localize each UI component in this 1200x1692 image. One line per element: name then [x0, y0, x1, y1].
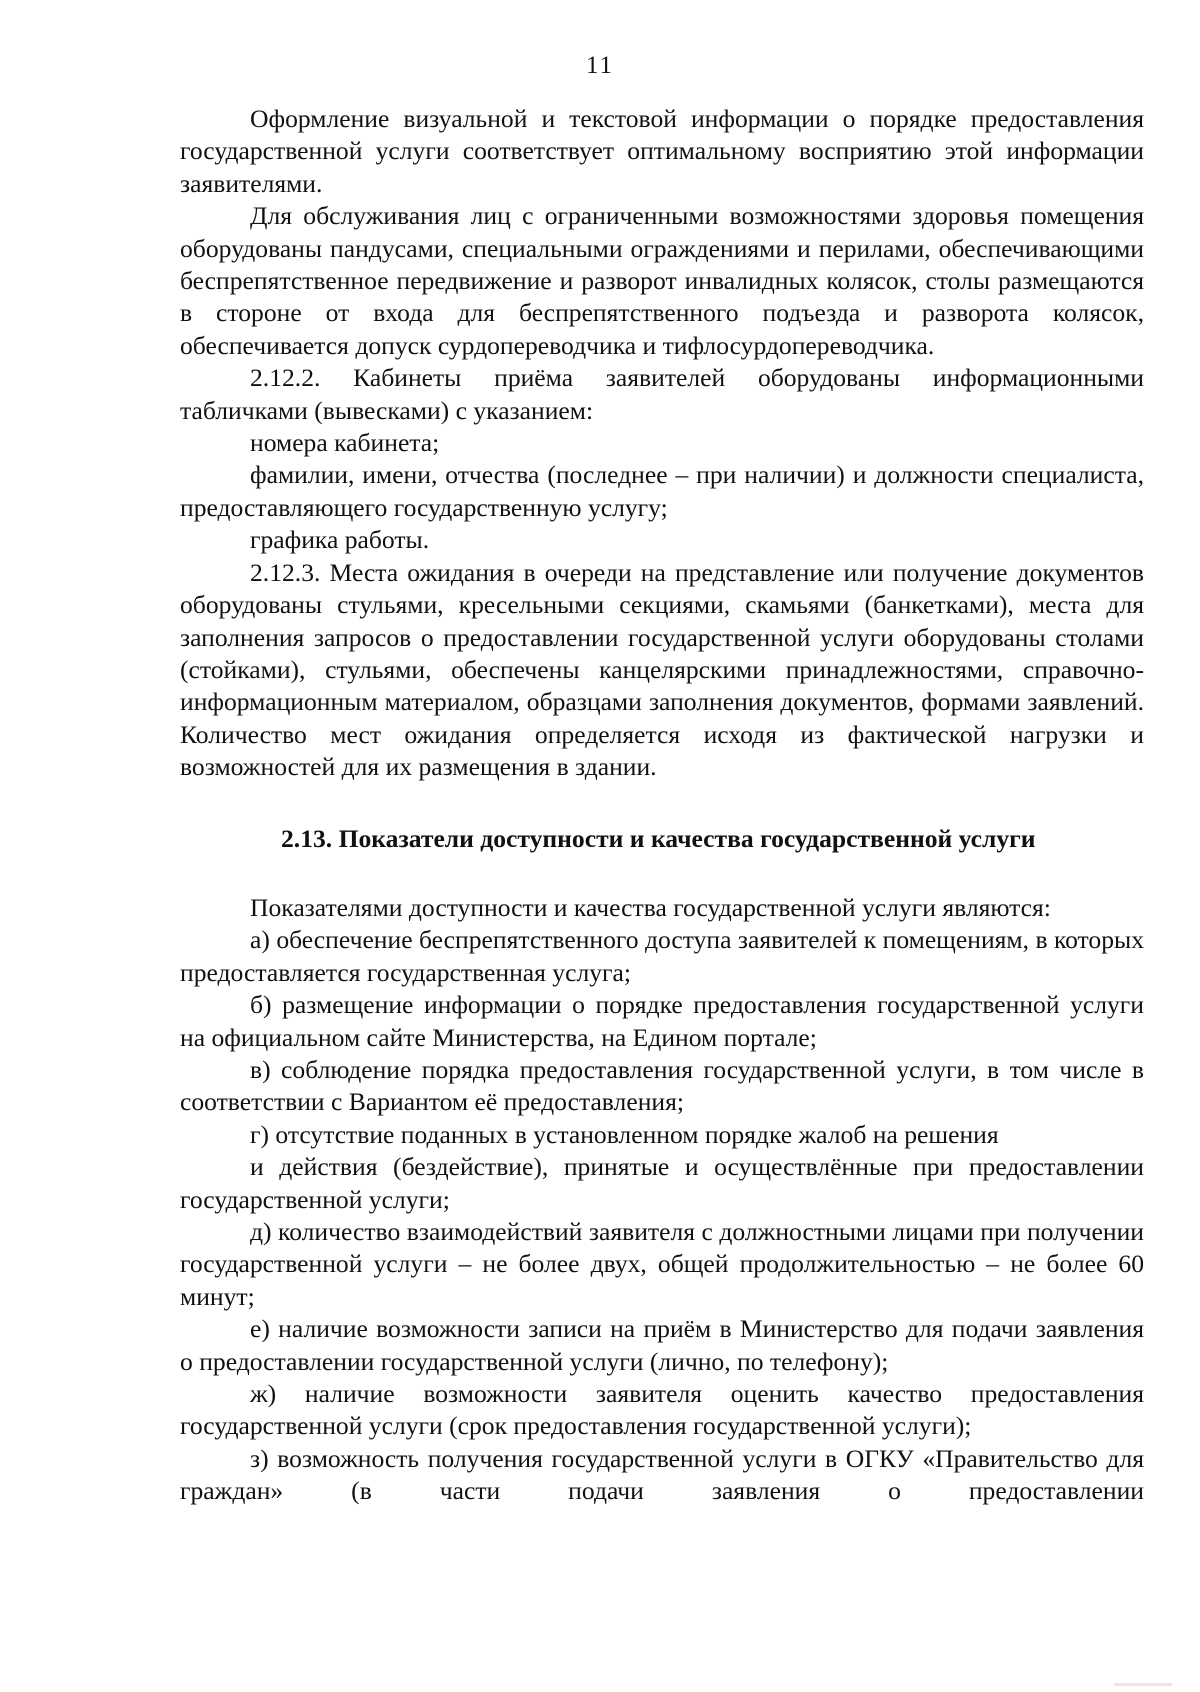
- indicator-item-d: д) количество взаимодействий заявителя с должностными лицами при получении государственной услуги – не более двух, общей продолжительностью – не более 60 минут;: [180, 1217, 1144, 1311]
- paragraph-visual-info: Оформление визуальной и текстовой информации о порядке предоставления государственной услуги соответствует оптимальному восприятию этой информации заявителями.: [180, 104, 1144, 198]
- paragraph-2-12-2: 2.12.2. Кабинеты приёма заявителей оборудованы информационными табличками (вывесками) с указанием:: [180, 363, 1144, 425]
- list-item-specialist-name: фамилии, имени, отчества (последнее – при наличии) и должности специалиста, предоставляющего государственную услугу;: [180, 460, 1144, 522]
- indicator-item-e: е) наличие возможности записи на приём в Министерство для подачи заявления о предоставлении государственной услуги (лично, по телефону);: [180, 1314, 1144, 1376]
- scan-artifact: [1114, 1683, 1172, 1686]
- section-heading-2-13: 2.13. Показатели доступности и качества государственной услуги: [281, 823, 1036, 853]
- indicator-item-zh: ж) наличие возможности заявителя оценить качество предоставления государственной услуги (срок предоставления государственной услуги);: [180, 1379, 1144, 1441]
- list-item-room-number: номера кабинета;: [250, 428, 440, 458]
- indicators-intro: Показателями доступности и качества государственной услуги являются:: [250, 892, 1051, 922]
- indicator-item-a: а) обеспечение беспрепятственного доступа заявителей к помещениям, в которых предоставляется государственная услуга;: [180, 925, 1144, 987]
- indicator-item-b: б) размещение информации о порядке предоставления государственной услуги на официальном сайте Министерства, на Едином портале;: [180, 990, 1144, 1052]
- paragraph-disabled-access: Для обслуживания лиц с ограниченными возможностями здоровья помещения оборудованы пандусами, специальными ограждениями и перилами, обеспечивающими беспрепятственное передвижение и разворот инвалидных колясок, столы размещаются в стороне от входа для беспрепятственного подъезда и разворота колясок, обеспечивается допуск сурдопереводчика и тифлосурдопереводчика.: [180, 201, 1144, 360]
- indicator-item-g-continued: и действия (бездействие), принятые и осуществлённые при предоставлении государственной услуги;: [180, 1152, 1144, 1214]
- indicator-item-z: з) возможность получения государственной услуги в ОГКУ «Правительство для граждан» (в части подачи заявления о предоставлении: [180, 1443, 1144, 1506]
- page-number: 11: [585, 52, 615, 79]
- paragraph-2-12-3: 2.12.3. Места ожидания в очереди на представление или получение документов оборудованы стульями, кресельными секциями, скамьями (банкетками), места для заполнения запросов о предоставлении государственной услуги оборудованы столами (стойками), стульями, обеспечены канцелярскими принадлежностями, справочно-информационным материалом, образцами заполнения документов, формами заявлений. Количество мест ожидания определяется исходя из фактической нагрузки и возможностей для их размещения в здании.: [180, 557, 1144, 782]
- indicator-item-g: г) отсутствие поданных в установленном порядке жалоб на решения: [250, 1119, 999, 1149]
- document-body: [180, 103, 1144, 1508]
- list-item-work-schedule: графика работы.: [250, 525, 430, 555]
- indicator-item-v: в) соблюдение порядка предоставления государственной услуги, в том числе в соответствии с Вариантом её предоставления;: [180, 1054, 1144, 1117]
